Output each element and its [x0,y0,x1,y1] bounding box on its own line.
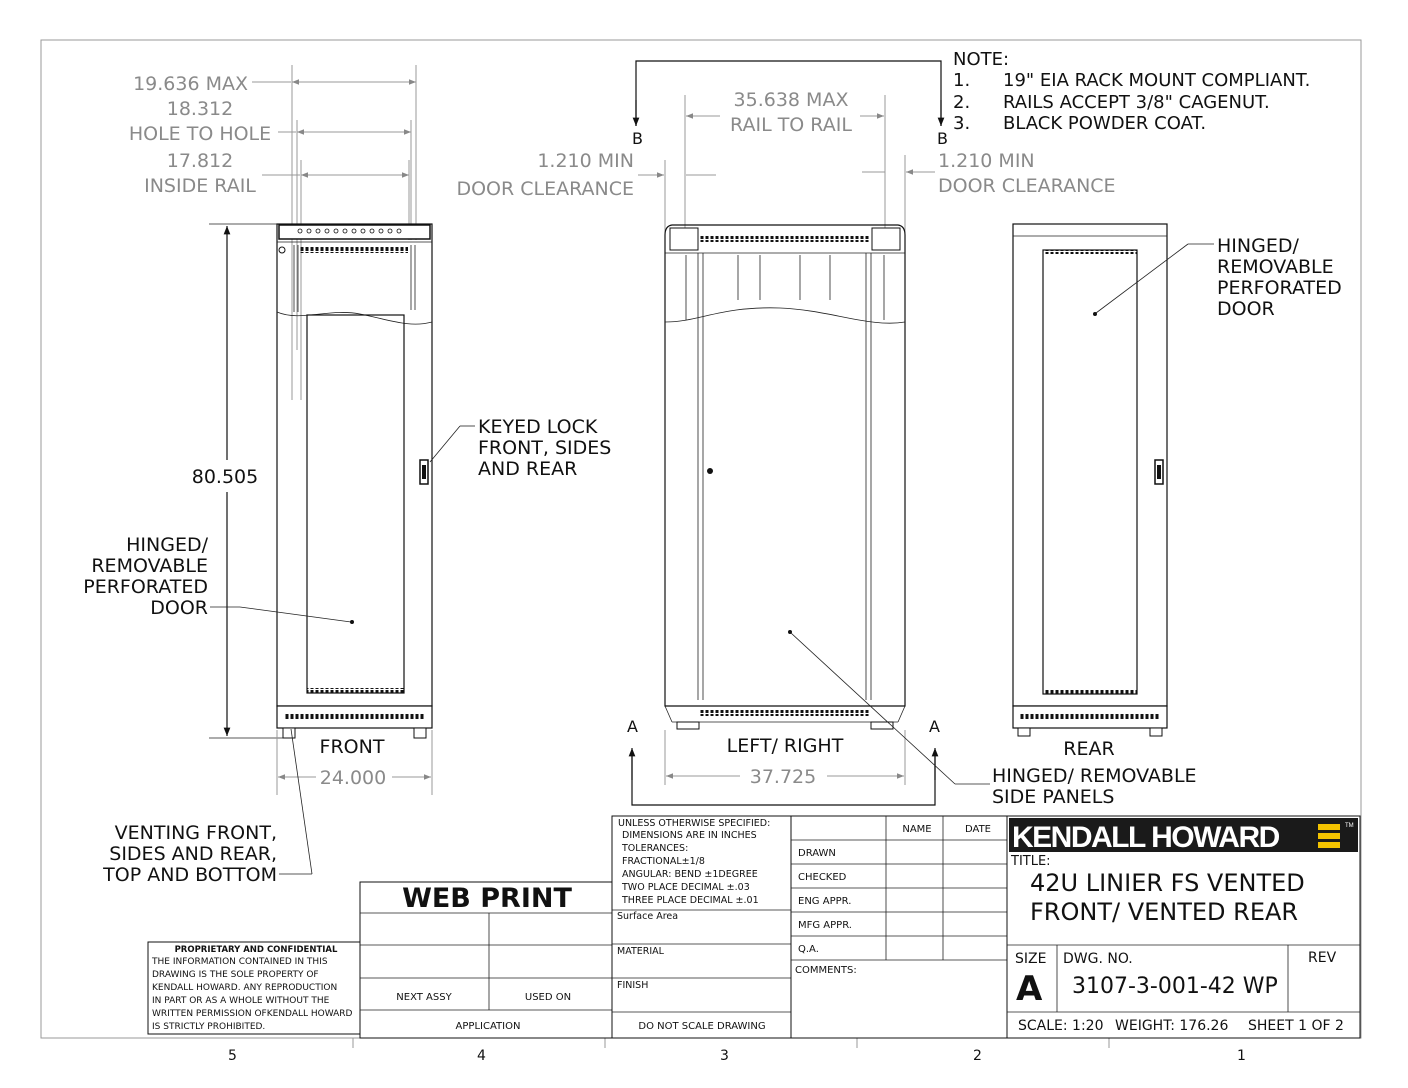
spec-line-7: THREE PLACE DECIMAL ±.01 [622,895,759,906]
dim-side-depth: 37.725 [749,766,817,788]
logo-stripes-icon [1318,824,1340,848]
dim-front-width: 24.000 [319,767,387,789]
front-view-label: FRONT [319,736,385,758]
trademark: TM [1345,823,1354,829]
rev-label: REV [1308,950,1337,966]
dim-door-clearance-right-value: 1.210 MIN [938,150,1035,172]
proprietary-line-2: DRAWING IS THE SOLE PROPERTY OF [152,970,319,980]
weight: WEIGHT: 176.26 [1115,1018,1229,1034]
venting-callout [102,729,312,886]
note-3-text: BLACK POWDER COAT. [1003,113,1207,134]
rear-door-callout [1093,235,1342,320]
front-door-callout-line4: DOOR [150,597,208,619]
dim-door-clearance-right-label: DOOR CLEARANCE [938,175,1116,197]
dim-door-clearance-left-label: DOOR CLEARANCE [456,178,634,200]
surface-area-label: Surface Area [617,911,679,922]
zone-2: 2 [973,1048,982,1064]
front-door-callout-line2: REMOVABLE [91,555,208,577]
company-logo: KENDALL HOWARD [1012,821,1279,854]
zone-3: 3 [720,1048,729,1064]
spec-line-1: UNLESS OTHERWISE SPECIFIED: [618,818,771,829]
front-door-callout-line3: PERFORATED [83,576,208,598]
size-label: SIZE [1015,951,1047,967]
dim-max-width: 19.636 MAX [133,73,248,95]
front-view [129,65,432,795]
title-label: TITLE: [1011,854,1051,869]
section-a-left: A [627,717,638,736]
row-checked: CHECKED [798,872,847,883]
section-b-right: B [937,129,948,148]
spec-line-2: DIMENSIONS ARE IN INCHES [622,830,757,841]
web-print: WEB PRINT [402,883,572,914]
note-1-num: 1. [953,70,971,91]
section-a-right: A [929,717,940,736]
row-drawn: DRAWN [798,848,836,859]
venting-callout-line2: SIDES AND REAR, [109,843,277,865]
side-panels-callout-line1: HINGED/ REMOVABLE [992,765,1197,787]
dim-hole-to-hole-value: 18.312 [166,98,234,120]
note-2-text: RAILS ACCEPT 3/8" CAGENUT. [1003,92,1270,113]
dim-hole-to-hole-label: HOLE TO HOLE [128,123,272,145]
lock-callout-line2: FRONT, SIDES [478,437,612,459]
zone-5: 5 [228,1048,237,1064]
venting-callout-line3: TOP AND BOTTOM [103,864,277,886]
proprietary-line-6: IS STRICTLY PROHIBITED. [152,1022,266,1032]
title-line-2: FRONT/ VENTED REAR [1030,898,1299,926]
next-assy-header: NEXT ASSY [396,992,452,1003]
do-not-scale: DO NOT SCALE DRAWING [638,1021,766,1032]
lock-callout-line1: KEYED LOCK [478,416,598,438]
col-date: DATE [964,824,992,835]
title-block [148,816,1360,1038]
scale: SCALE: 1:20 [1018,1018,1104,1034]
note-1-text: 19" EIA RACK MOUNT COMPLIANT. [1003,70,1311,91]
rear-door-callout-line2: REMOVABLE [1217,256,1334,278]
proprietary-line-3: KENDALL HOWARD. ANY REPRODUCTION [152,983,338,993]
spec-line-4: FRACTIONAL±1/8 [622,856,705,867]
rear-view-label: REAR [1063,738,1115,760]
sheet: SHEET 1 OF 2 [1248,1018,1344,1034]
proprietary-title: PROPRIETARY AND CONFIDENTIAL [174,945,338,955]
dim-rail-to-rail-value: 35.638 MAX [733,89,849,111]
lock-callout-line3: AND REAR [478,458,578,480]
note-2-num: 2. [953,92,971,113]
used-on-header: USED ON [524,992,572,1003]
col-name: NAME [902,824,932,835]
rear-door-callout-line1: HINGED/ [1217,235,1299,257]
rear-door-callout-line3: PERFORATED [1217,277,1342,299]
proprietary-line-5: WRITTEN PERMISSION OFKENDALL HOWARD [152,1009,353,1019]
venting-callout-line1: VENTING FRONT, [114,822,277,844]
dim-inside-rail-value: 17.812 [166,150,234,172]
spec-line-5: ANGULAR: BEND ±1DEGREE [622,869,758,880]
row-eng-appr: ENG APPR. [798,896,852,907]
dwg-no-value: 3107-3-001-42 WP [1072,974,1278,999]
notes-header: NOTE: [953,49,1010,70]
notes [953,49,1310,134]
front-door-callout [83,534,354,624]
application-header: APPLICATION [455,1021,521,1032]
dim-rail-to-rail-label: RAIL TO RAIL [730,114,852,136]
finish-label: FINISH [617,980,649,991]
dim-height: 80.505 [191,466,259,488]
front-door-callout-line1: HINGED/ [126,534,208,556]
rear-door-callout-line4: DOOR [1217,298,1275,320]
material-label: MATERIAL [617,946,664,957]
spec-line-6: TWO PLACE DECIMAL ±.03 [622,882,750,893]
lock-callout [430,416,611,480]
dwg-no-label: DWG. NO. [1063,951,1133,967]
size-value: A [1016,969,1043,1009]
zone-ticks [353,1038,1109,1048]
dim-door-clearance-left-value: 1.210 MIN [537,150,634,172]
side-view-label: LEFT/ RIGHT [726,735,844,757]
rear-view [1013,224,1167,760]
proprietary-line-1: THE INFORMATION CONTAINED IN THIS [152,957,328,967]
row-qa: Q.A. [798,944,819,955]
proprietary-line-4: IN PART OR AS A WHOLE WITHOUT THE [152,996,330,1006]
zone-1: 1 [1237,1048,1246,1064]
zone-4: 4 [477,1048,486,1064]
spec-line-3: TOLERANCES: [622,843,689,854]
dim-inside-rail-label: INSIDE RAIL [144,175,256,197]
row-mfg-appr: MFG APPR. [798,920,852,931]
comments-label: COMMENTS: [795,965,857,976]
note-3-num: 3. [953,113,971,134]
title-line-1: 42U LINIER FS VENTED [1030,869,1305,897]
side-panels-callout-line2: SIDE PANELS [992,786,1115,808]
section-b-left: B [632,129,643,148]
